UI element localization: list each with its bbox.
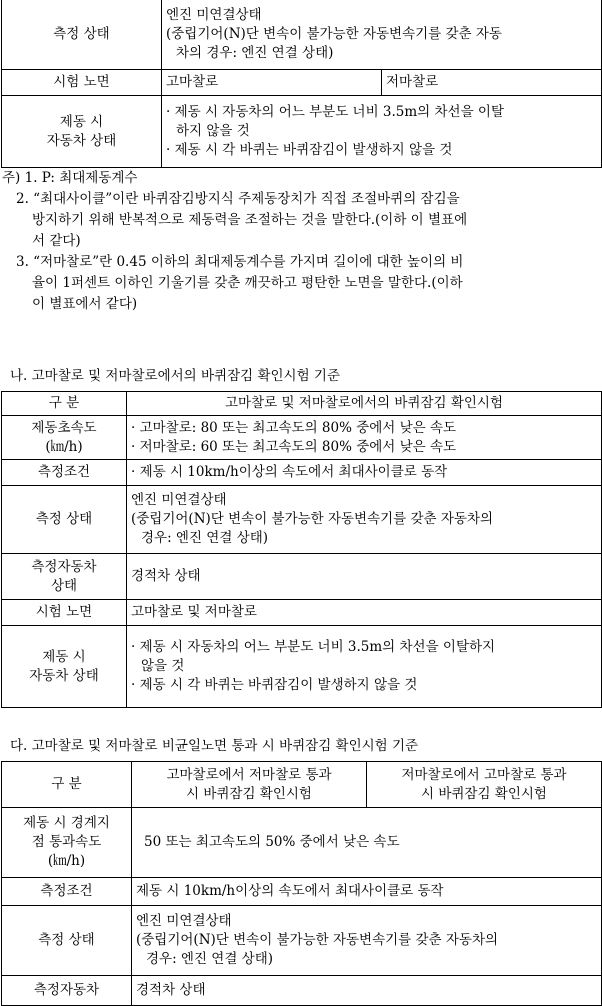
table-row	[2, 460, 602, 486]
table-section-c	[1, 761, 602, 1006]
footnote: 주) 1. P: 최대제동계수	[2, 170, 138, 186]
row-label: 측정조건	[2, 460, 127, 486]
braking-state-value: · 제동 시 자동차의 어느 부분도 너비 3.5m의 차선을 이탈 하지 않을 것 · 제동 시 각 바퀴는 바퀴잠김이 발생하지 않을 것	[162, 96, 602, 168]
table-header-row	[2, 762, 602, 808]
table-row	[2, 906, 602, 976]
row-label: 측정 상태	[2, 0, 162, 70]
road-value: 고마찰로 및 저마찰로	[127, 600, 602, 626]
table-row	[2, 0, 602, 70]
row-label: 제동 시 자동차 상태	[2, 626, 127, 708]
table-row	[2, 96, 602, 168]
row-label: 제동 시 자동차 상태	[2, 96, 162, 168]
table-row	[2, 878, 602, 906]
table-header-row	[2, 392, 602, 416]
table-lock-test-continued	[1, 0, 602, 168]
row-label: 제동초속도 (㎞/h)	[2, 416, 127, 460]
table-section-b	[1, 391, 602, 708]
vehicle-state-value: 경적차 상태	[132, 976, 602, 1006]
row-label: 측정자동차	[2, 976, 132, 1006]
header-test: 고마찰로 및 저마찰로에서의 바퀴잠김 확인시험	[127, 392, 602, 416]
table-row	[2, 554, 602, 600]
table-row	[2, 626, 602, 708]
header-division: 구 분	[2, 762, 132, 808]
table-row	[2, 70, 602, 96]
measure-state-value: 엔진 미연결상태 (중립기어(N)단 변속이 불가능한 자동변속기를 갖춘 자동차의 경우: 엔진 연결 상태)	[132, 906, 602, 976]
row-label: 측정 상태	[2, 906, 132, 976]
row-label: 측정자동차 상태	[2, 554, 127, 600]
footnote: 방지하기 위해 반복적으로 제동력을 조절하는 것을 말한다.(이하 이 별표에	[32, 212, 468, 228]
footnote: 이 별표에서 같다)	[32, 296, 138, 312]
footnote: 율이 1퍼센트 이하인 기울기를 갖춘 깨끗하고 평탄한 노면을 말한다.(이하	[32, 275, 463, 291]
row-label: 측정조건	[2, 878, 132, 906]
row-label: 제동 시 경계지 점 통과속도 (㎞/h)	[2, 808, 132, 878]
footnote: 3. “저마찰로”란 0.45 이하의 최대제동계수를 가지며 길이에 대한 높이의 비	[16, 254, 464, 270]
footnotes	[0, 168, 602, 315]
table-row	[2, 600, 602, 626]
vehicle-state-value: 경적차 상태	[127, 554, 602, 600]
measure-state-value: 엔진 미연결상태 (중립기어(N)단 변속이 불가능한 자동변속기를 갖춘 자동차의 경우: 엔진 연결 상태)	[127, 486, 602, 554]
row-label: 시험 노면	[2, 600, 127, 626]
initial-speed-value: · 고마찰로: 80 또는 최고속도의 80% 중에서 낮은 속도 · 저마찰로: 60 또는 최고속도의 80% 중에서 낮은 속도	[127, 416, 602, 460]
section-heading-b: 나. 고마찰로 및 저마찰로에서의 바퀴잠김 확인시험 기준	[10, 368, 340, 384]
header-high-to-low: 고마찰로에서 저마찰로 통과 시 바퀴잠김 확인시험	[132, 762, 367, 808]
condition-value: 제동 시 10km/h이상의 속도에서 최대사이클로 동작	[132, 878, 602, 906]
row-label: 시험 노면	[2, 70, 162, 96]
footnote: 2. “최대사이클”이란 바퀴잠김방지식 주제동장치가 직접 조절바퀴의 잠김을	[16, 191, 460, 207]
road-low-friction: 저마찰로	[382, 70, 602, 96]
road-high-friction: 고마찰로	[162, 70, 382, 96]
braking-state-value: · 제동 시 자동차의 어느 부분도 너비 3.5m의 차선을 이탈하지 않을 것 · 제동 시 각 바퀴는 바퀴잠김이 발생하지 않을 것	[127, 626, 602, 708]
header-division: 구 분	[2, 392, 127, 416]
condition-value: · 제동 시 10km/h이상의 속도에서 최대사이클로 동작	[127, 460, 602, 486]
row-label: 측정 상태	[2, 486, 127, 554]
footnote: 서 같다)	[32, 233, 81, 249]
table-row	[2, 976, 602, 1006]
table-row	[2, 808, 602, 878]
measure-state-value: 엔진 미연결상태 (중립기어(N)단 변속이 불가능한 자동변속기를 갖춘 자동 차의 경우: 엔진 연결 상태)	[162, 0, 602, 70]
table-row	[2, 486, 602, 554]
table-row	[2, 416, 602, 460]
boundary-speed-value: 50 또는 최고속도의 50% 중에서 낮은 속도	[132, 808, 602, 878]
header-low-to-high: 저마찰로에서 고마찰로 통과 시 바퀴잠김 확인시험	[367, 762, 602, 808]
section-heading-c: 다. 고마찰로 및 저마찰로 비균일노면 통과 시 바퀴잠김 확인시험 기준	[10, 738, 419, 754]
